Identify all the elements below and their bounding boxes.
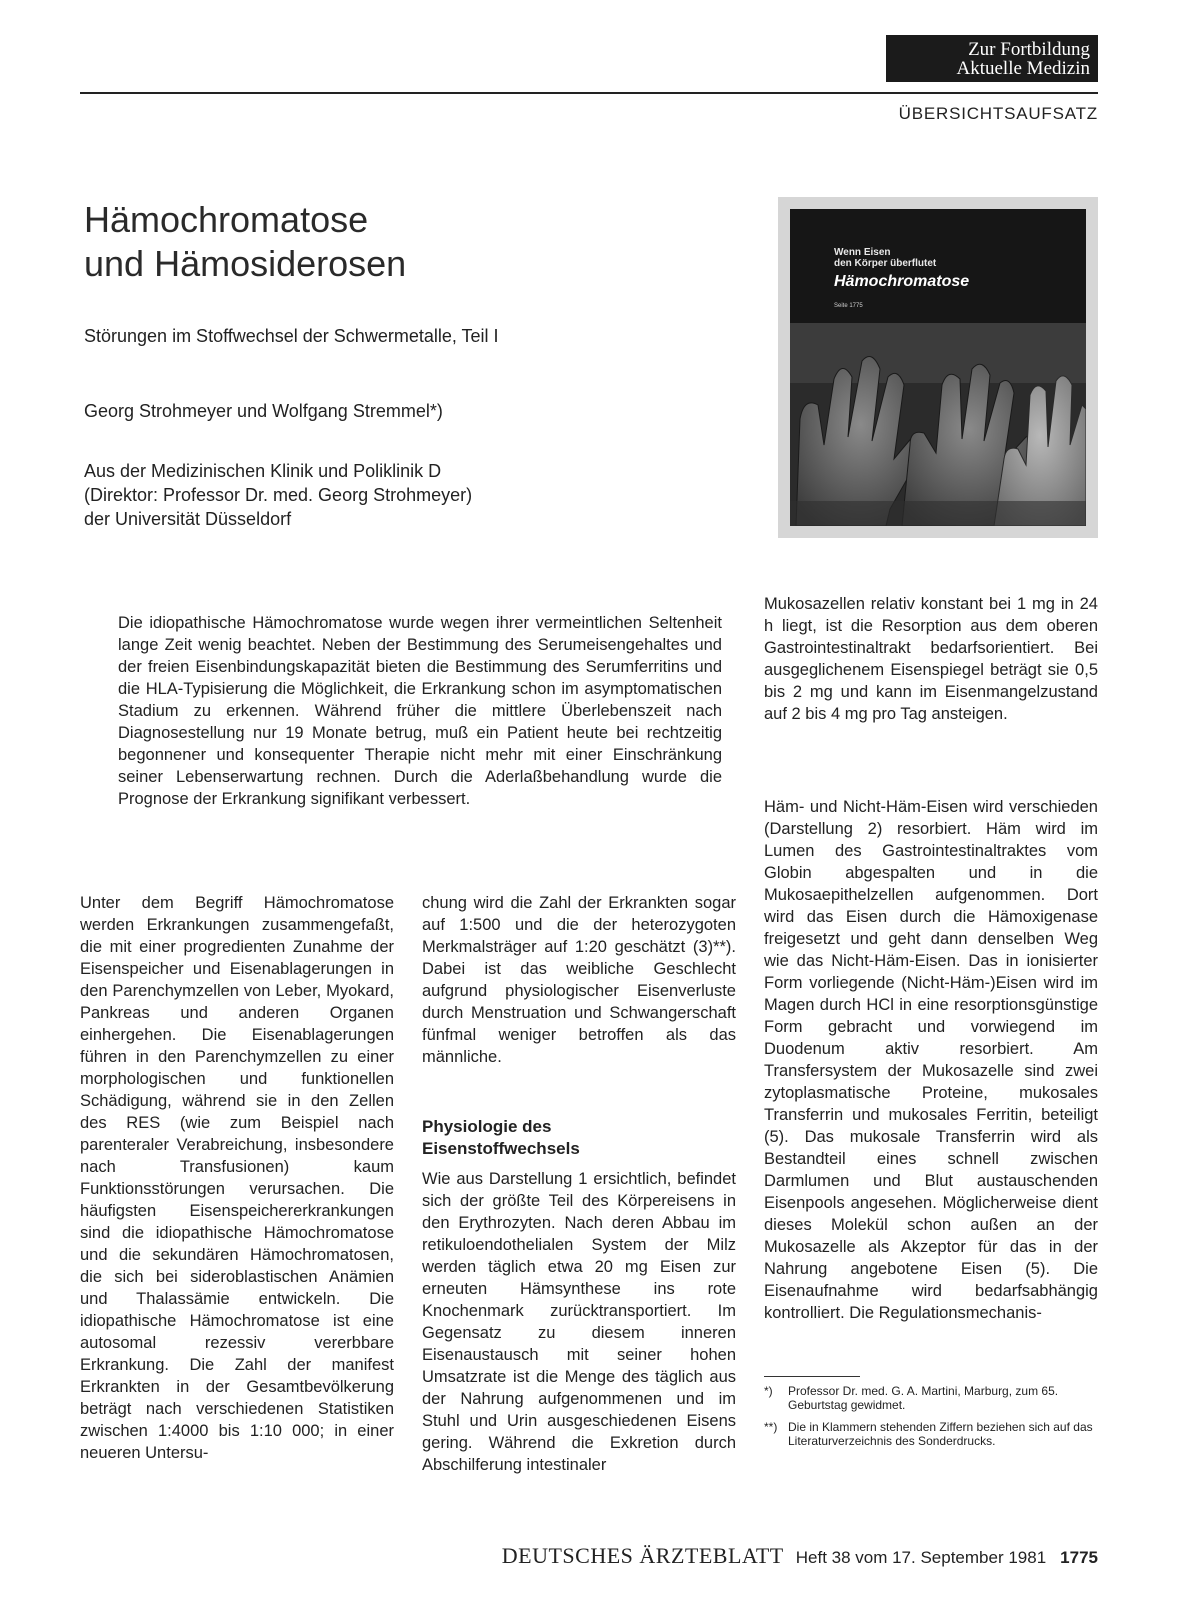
section-heading-line1: Physiologie des — [422, 1117, 552, 1136]
footnote — [764, 1384, 1098, 1412]
cover-image-frame — [778, 197, 1098, 538]
body-column-3-bottom: Häm- und Nicht-Häm-Eisen wird verschieden (Darstellung 2) resorbiert. Häm wird im Lumen des Gastrointestinaltraktes vom Globin abgespalten und in die Mukosaepithelzellen aufgenommen. Dort wird das Eisen durch die Hämoxigenase freigesetzt und geht dann denselben Weg wie das Nicht-Häm-Eisen. Das in ionisierter Form vorliegende (Nicht-Häm-)Eisen wird im Magen durch HCl in eine resorptionsgünstige Form gebracht und vorwiegend im Duodenum aktiv resorbiert. Am Transfersystem der Mukosazelle sind zwei zytoplasmatische Proteine, mukosales Transferrin und mukosales Ferritin, beteiligt (5). Das mukosale Transferrin wird als Bestandteil eines schnell zwischen Darmlumen und Blut austauschenden Eisenpools angesehen. Möglicherweise dient dieses Molekül schon außen an der Mukosazelle als Akzeptor für das in der Nahrung angebotene Eisen (5). Die Eisenaufnahme wird bedarfsabhängig kontrolliert. Die Regulationsmechanis- — [764, 798, 1098, 1322]
author-affiliation — [84, 459, 472, 531]
affiliation-line2: (Direktor: Professor Dr. med. Georg Strohmeyer) — [84, 485, 473, 505]
footnote-mark: **) — [764, 1420, 778, 1434]
footnote-text: Professor Dr. med. G. A. Martini, Marburg, zum 65. Geburtstag gewidmet. — [788, 1384, 1059, 1412]
cover-kicker-line2: den Körper überflutet — [834, 258, 937, 269]
publication-name: DEUTSCHES ÄRZTEBLATT — [501, 1543, 784, 1568]
body-column-3-top: Mukosazellen relativ konstant bei 1 mg in 24 h liegt, ist die Resorption aus dem oberen Gastrointestinaltrakt bedarfsorientiert. Bei ausgeglichenem Eisenspiegel beträgt sie 0,5 bis 2 mg und kann im Eisenmangelzustand auf 2 bis 4 mg pro Tag ansteigen. — [764, 595, 1098, 723]
section-tag-line1: Zur Fortbildung — [968, 39, 1090, 60]
footnote — [764, 1420, 1098, 1448]
cover-kicker — [834, 247, 936, 269]
article-category: ÜBERSICHTSAUFSATZ — [898, 104, 1098, 123]
cover-kicker-line1: Wenn Eisen — [834, 247, 891, 258]
issue-info: Heft 38 vom 17. September 1981 — [795, 1548, 1047, 1567]
article-title-line2: und Hämosiderosen — [84, 243, 407, 284]
footnote-rule — [764, 1376, 860, 1377]
body-column-2-bottom: Wie aus Darstellung 1 ersichtlich, befindet sich der größte Teil des Körpereisens in den Erythrozyten. Nach deren Abbau im retikuloendothelialen System der Milz werden täglich etwa 20 mg Eisen zur erneuten Hämsynthese ins rote Knochenmark zurücktransportiert. Im Gegensatz zu diesem inneren Eisenaustausch mit seiner hohen Umsatzrate ist die Menge des täglich aus der Nahrung aufgenommenen und im Stuhl und Urin ausgeschiedenen Eisens gering. Während die Exkretion durch Abschilferung intestinaler — [422, 1170, 736, 1474]
cover-image — [790, 209, 1086, 526]
cover-title: Hämochromatose — [834, 273, 970, 290]
section-heading — [422, 1116, 580, 1160]
footnote-mark: *) — [764, 1384, 773, 1398]
article-title — [84, 198, 406, 286]
body-column-1: Unter dem Begriff Hämochromatose werden Erkrankungen zusammengefaßt, die mit einer progredienten Zunahme der Eisenspeicher und Eisenablagerungen in den Parenchymzellen von Leber, Myokard, Pankreas und anderen Organen einhergehen. Die Eisenablagerungen führen in den Parenchymzellen zu einer morphologischen und funktionellen Schädigung, während sie in den Zellen des RES (wie zum Beispiel nach parenteraler Verabreichung, insbesondere nach Transfusionen) kaum Funktionsstörungen verursachen. Die häufigsten Eisenspeichererkrankungen sind die idiopathische Hämochromatose und die sekundären Hämochromatosen, die sich bei sideroblastischen Anämien und Thalassämie entwickeln. Die idiopathische Hämochromatose ist eine autosomal rezessiv vererbbare Erkrankung. Die Zahl der manifest Erkrankten in der Gesamtbevölkerung beträgt nach verschiedenen Statistiken zwischen 1:4000 bis 1:10 000; in einer neueren Untersu- — [80, 894, 394, 1462]
affiliation-line3: der Universität Düsseldorf — [84, 509, 292, 529]
section-heading-line2: Eisenstoffwechsels — [422, 1139, 580, 1158]
article-subtitle: Störungen im Stoffwechsel der Schwermetalle, Teil I — [84, 326, 499, 346]
header-rule — [80, 92, 1098, 94]
section-tag-line2: Aktuelle Medizin — [956, 58, 1090, 79]
page-footer — [400, 1543, 1098, 1569]
article-authors: Georg Strohmeyer und Wolfgang Stremmel*) — [84, 401, 443, 421]
article-title-line1: Hämochromatose — [84, 199, 369, 240]
page-number: 1775 — [1060, 1548, 1098, 1567]
affiliation-line1: Aus der Medizinischen Klinik und Poliklinik D — [84, 461, 442, 481]
abstract: Die idiopathische Hämochromatose wurde wegen ihrer vermeintlichen Seltenheit lange Zeit wenig beachtet. Neben der Bestimmung des Serumeisengehaltes und der freien Eisenbindungskapazität bieten die Bestimmung des Serumferritins und die HLA-Typisierung die Möglichkeit, die Erkrankung schon im asymptomatischen Stadium zu erkennen. Während früher die mittlere Überlebenszeit nach Diagnosestellung nur 19 Monate betrug, muß ein Patient heute bei rechtzeitig begonnener und konsequenter Therapie nicht mehr mit einer Einschränkung seiner Lebenserwartung rechnen. Durch die Aderlaßbehandlung wurde die Prognose der Erkrankung signifikant verbessert. — [118, 614, 722, 808]
cover-page-ref: Seite 1775 — [834, 303, 863, 309]
footnote-text: Die in Klammern stehenden Ziffern beziehen sich auf das Literaturverzeichnis des Sonderdrucks. — [788, 1420, 1093, 1448]
body-column-2-top: chung wird die Zahl der Erkrankten sogar auf 1:500 und die der heterozygoten Merkmalsträger auf 1:20 geschätzt (3)**). Dabei ist das weibliche Geschlecht aufgrund physiologischer Eisenverluste durch Menstruation und Schwangerschaft fünfmal weniger betroffen als das männliche. — [422, 894, 736, 1066]
section-tag — [886, 35, 1098, 82]
